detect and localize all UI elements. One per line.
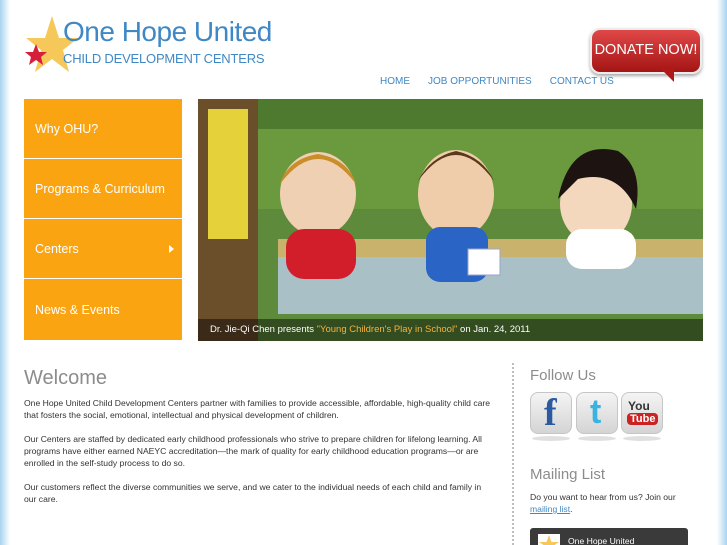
sidebar-item-programs[interactable] [24,159,182,219]
welcome-paragraph: One Hope United Child Development Centers partner with families to provide accessible, affordable, high-quality child care that fosters the social, emotional, intellectual and physical development of children. [24,398,491,420]
follow-title: Follow Us [530,367,596,384]
sidebar-item-news-events[interactable] [24,279,182,340]
youtube-icon[interactable] [621,392,663,434]
left-edge-decoration [0,0,10,545]
top-nav [380,76,614,87]
welcome-title: Welcome [24,367,107,389]
nav-contact-us[interactable]: CONTACT US [549,76,614,87]
hero-caption [198,319,703,341]
sidebar-item-label: Centers [35,241,79,256]
star-icon [538,534,560,545]
facebook-glyph: f [544,392,557,434]
mailing-end: . [570,504,573,514]
hero-slideshow[interactable] [198,99,703,341]
twitter-shadow [578,436,616,441]
welcome-paragraph: Our Centers are staffed by dedicated early childhood professionals who strive to prepare children for lifelong learning. All programs have either earned NAEYC accreditation—the mark of quality for early childhood education programs—or are enrolled in the self-study process to do so. [24,434,482,468]
chevron-right-icon [169,245,174,253]
welcome-body [24,397,494,517]
column-divider [512,363,514,545]
youtube-tube: Tube [627,413,658,425]
nav-job-opportunities[interactable]: JOB OPPORTUNITIES [428,76,532,87]
mailing-text [530,491,700,515]
mailing-title: Mailing List [530,466,606,483]
brand-subtitle: CHILD DEVELOPMENT CENTERS [63,51,265,66]
sidebar-nav [24,99,182,341]
sidebar-item-label: News & Events [35,302,120,317]
welcome-paragraph: Our customers reflect the diverse communities we serve, and we cater to the individual needs of each child and family in our care. [24,482,482,504]
donate-label: DONATE NOW! [594,42,698,58]
sidebar-item-why-ohu[interactable] [24,99,182,159]
caption-suffix: on Jan. 24, 2011 [457,324,531,335]
right-edge-decoration [717,0,727,545]
youtube-shadow [623,436,661,441]
sidebar-item-centers[interactable] [24,219,182,279]
facebook-icon[interactable] [530,392,572,434]
logo[interactable] [22,14,272,76]
nav-home[interactable]: HOME [380,76,410,87]
twitter-icon[interactable] [576,392,618,434]
sidebar-item-label: Programs & Curriculum [35,181,165,196]
promo-banner[interactable] [530,528,688,545]
promo-star-graphic [538,534,560,545]
mailing-list-link[interactable]: mailing list [530,504,571,514]
sidebar-item-label: Why OHU? [35,121,99,136]
donate-button[interactable] [590,28,702,82]
youtube-you: You [628,399,650,413]
mailing-copy: Do you want to hear from us? Join our [530,492,676,502]
facebook-shadow [532,436,570,441]
caption-prefix: Dr. Jie-Qi Chen presents [210,324,317,335]
promo-label: One Hope United [568,536,635,545]
brand-name: One Hope United [63,16,272,47]
caption-link[interactable]: "Young Children's Play in School" [316,324,458,335]
twitter-glyph: t [590,393,602,431]
hero-photo [198,99,703,341]
